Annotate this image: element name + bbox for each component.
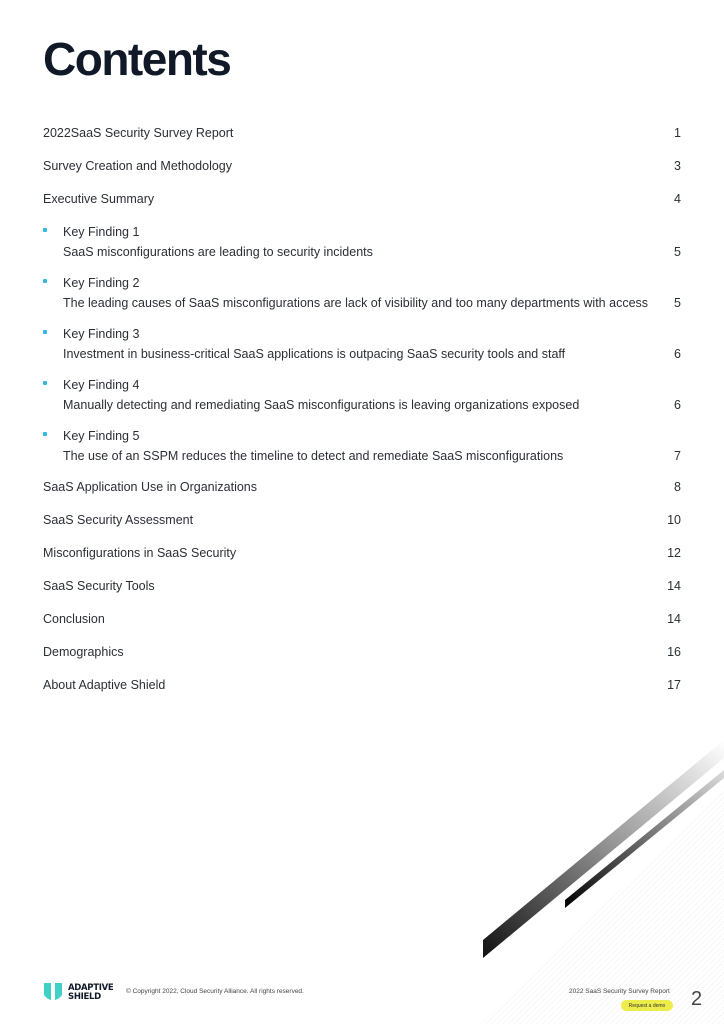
toc-key-finding[interactable] (43, 378, 681, 424)
page-title: Contents (43, 33, 231, 85)
key-finding-heading: Key Finding 1 (63, 225, 140, 239)
key-finding-text: The leading causes of SaaS misconfigurations are lack of visibility and too many departments with access (63, 296, 649, 310)
toc-entry-page: 1 (674, 125, 681, 140)
toc-key-finding[interactable] (43, 225, 681, 271)
toc-entry-label: Demographics (43, 644, 124, 659)
toc-entry-page: 4 (674, 191, 681, 206)
toc-entry-page: 7 (674, 449, 681, 463)
toc-entry-page: 5 (674, 245, 681, 259)
toc-entry-page: 6 (674, 398, 681, 412)
shield-icon (43, 982, 63, 1004)
key-finding-text: Investment in business-critical SaaS applications is outpacing SaaS security tools and staff (63, 347, 566, 361)
decorative-diagonal-graphic (440, 730, 724, 1024)
toc-entry[interactable] (43, 149, 681, 182)
toc-key-finding[interactable] (43, 276, 681, 322)
key-finding-heading: Key Finding 4 (63, 378, 140, 392)
toc-entry[interactable] (43, 503, 681, 536)
toc-entry[interactable] (43, 470, 681, 503)
toc-entry-label: Misconfigurations in SaaS Security (43, 545, 237, 560)
key-finding-heading: Key Finding 3 (63, 327, 140, 341)
toc-entry-label: SaaS Application Use in Organizations (43, 479, 258, 494)
key-finding-text: SaaS misconfigurations are leading to security incidents (63, 245, 373, 259)
toc-entry[interactable] (43, 182, 681, 215)
bullet-icon (43, 279, 47, 283)
toc-entry[interactable] (43, 635, 681, 668)
toc-entry[interactable] (43, 569, 681, 602)
toc-key-finding[interactable] (43, 327, 681, 373)
key-finding-text: Manually detecting and remediating SaaS misconfigurations is leaving organizations exposed (63, 398, 580, 412)
toc-entry-label: Survey Creation and Methodology (43, 158, 233, 173)
toc-entry-page: 3 (674, 158, 681, 173)
report-name: 2022 SaaS Security Survey Report (569, 988, 670, 995)
toc-entry-label: About Adaptive Shield (43, 677, 166, 692)
toc-entry-label: SaaS Security Assessment (43, 512, 194, 527)
toc-entry-page: 8 (674, 479, 681, 494)
logo-line-1: ADAPTIVE (68, 983, 114, 993)
toc-entry-label: SaaS Security Tools (43, 578, 155, 593)
key-finding-heading: Key Finding 5 (63, 429, 140, 443)
toc-entry-label: Executive Summary (43, 191, 155, 206)
toc-entry-page: 5 (674, 296, 681, 310)
adaptive-shield-logo[interactable] (43, 982, 113, 1004)
toc-entry[interactable] (43, 602, 681, 635)
request-demo-button[interactable]: Request a demo (621, 1000, 673, 1011)
page-number: 2 (691, 988, 703, 1010)
key-finding-heading: Key Finding 2 (63, 276, 140, 290)
toc-entry-label: 2022SaaS Security Survey Report (43, 125, 234, 140)
toc-key-finding[interactable] (43, 429, 681, 475)
key-finding-text: The use of an SSPM reduces the timeline to detect and remediate SaaS misconfigurations (63, 449, 564, 463)
logo-line-2: SHIELD (68, 992, 101, 1002)
toc-entry-page: 6 (674, 347, 681, 361)
toc-entry[interactable] (43, 116, 681, 149)
toc-entry-label: Conclusion (43, 611, 105, 626)
toc-entry-page: 17 (667, 677, 681, 692)
toc-entry-page: 14 (667, 611, 681, 626)
toc-entry-page: 12 (667, 545, 681, 560)
toc-entry[interactable] (43, 536, 681, 569)
toc-entry[interactable] (43, 668, 681, 701)
bullet-icon (43, 228, 47, 232)
bullet-icon (43, 381, 47, 385)
bullet-icon (43, 330, 47, 334)
copyright-text: © Copyright 2022, Cloud Security Alliance. All rights reserved. (126, 988, 304, 995)
toc-entry-page: 16 (667, 644, 681, 659)
toc-entry-page: 14 (667, 578, 681, 593)
toc-entry-page: 10 (667, 512, 681, 527)
bullet-icon (43, 432, 47, 436)
